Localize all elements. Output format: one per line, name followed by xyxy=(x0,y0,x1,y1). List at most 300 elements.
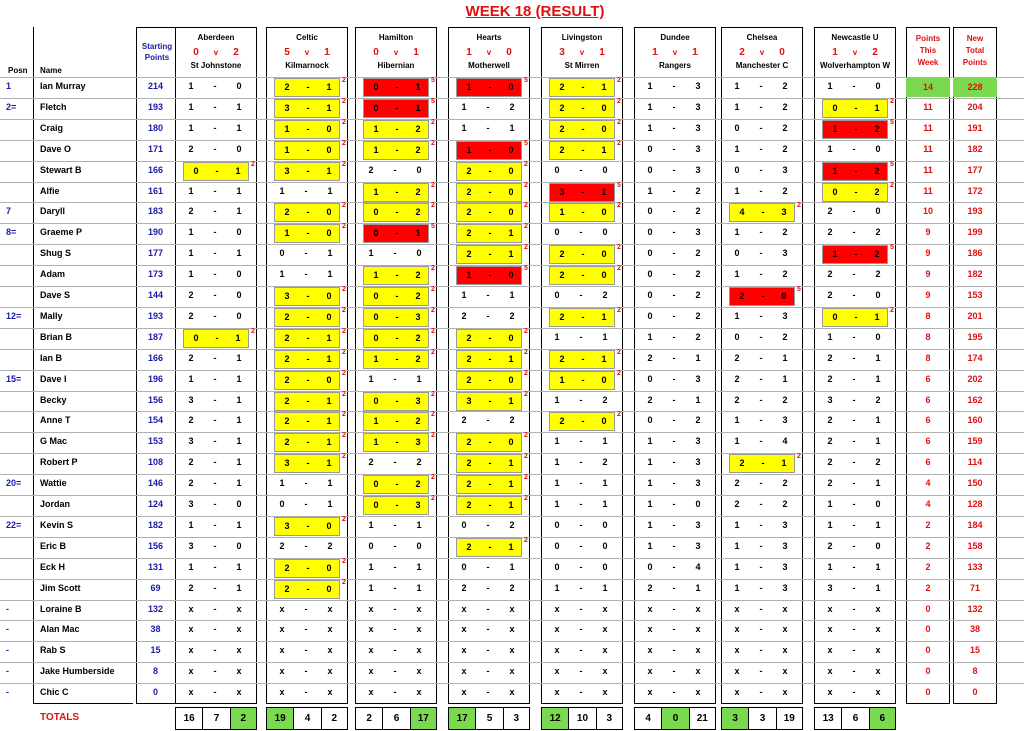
table-row xyxy=(0,495,1024,516)
total-value: 5 xyxy=(476,708,503,729)
prediction-points: 2 xyxy=(524,453,528,461)
predicted-away: 0 xyxy=(695,499,701,509)
prediction-cell xyxy=(818,412,890,431)
points-this-week: 9 xyxy=(925,248,931,259)
table-row xyxy=(0,244,1024,265)
prediction-dash: - xyxy=(672,519,676,530)
prediction-cell xyxy=(545,663,617,682)
prediction-dash: - xyxy=(304,499,308,509)
prediction-cell xyxy=(179,203,251,222)
total-value: 2 xyxy=(331,713,338,724)
prediction-cell xyxy=(725,183,797,202)
prediction-cell xyxy=(363,308,429,327)
predicted-away: 0 xyxy=(508,270,514,281)
prediction-dash: - xyxy=(395,395,399,406)
predicted-home: 1 xyxy=(647,331,653,342)
prediction-points: 5 xyxy=(431,223,435,231)
prediction-cell xyxy=(725,517,797,536)
prediction-cell xyxy=(818,642,890,661)
total-value: 3 xyxy=(722,708,749,729)
prediction-dash: - xyxy=(395,123,399,134)
prediction-cell xyxy=(725,371,797,390)
prediction-points: 5 xyxy=(617,181,621,189)
predicted-home: 0 xyxy=(647,248,653,259)
prediction-dash: - xyxy=(393,603,397,614)
prediction-dash: - xyxy=(581,186,585,197)
predicted-home: 2 xyxy=(734,499,740,509)
predicted-home: 3 xyxy=(188,540,194,551)
prediction-dash: - xyxy=(395,291,399,301)
predicted-away: 1 xyxy=(236,519,242,530)
table-row xyxy=(0,432,1024,453)
prediction-cell xyxy=(638,559,710,578)
prediction-dash: - xyxy=(672,227,676,238)
predicted-away: 0 xyxy=(601,123,607,134)
prediction-cell xyxy=(179,183,251,202)
predicted-away: 2 xyxy=(782,81,788,91)
predicted-away: x xyxy=(875,687,881,698)
prediction-dash: - xyxy=(672,269,676,280)
prediction-dash: - xyxy=(759,143,763,154)
prediction-dash: - xyxy=(759,122,763,133)
prediction-points: 2 xyxy=(342,369,346,377)
table-row xyxy=(0,579,1024,600)
total-value: 2 xyxy=(231,708,256,729)
versus-label: v xyxy=(672,48,678,57)
predicted-home: 1 xyxy=(832,165,838,176)
predicted-away: 2 xyxy=(695,290,701,300)
predicted-away: 0 xyxy=(601,249,607,260)
predicted-home: 2 xyxy=(466,500,472,510)
predicted-home: x xyxy=(461,624,467,635)
prediction-dash: - xyxy=(306,353,310,364)
prediction-cell xyxy=(818,496,890,515)
prediction-cell xyxy=(549,203,615,222)
total-value: 6 xyxy=(870,708,895,729)
prediction-cell xyxy=(179,433,251,452)
predicted-home: 1 xyxy=(188,373,194,384)
prediction-dash: - xyxy=(393,645,397,656)
prediction-dash: - xyxy=(852,143,856,154)
prediction-cell xyxy=(725,245,797,264)
prediction-dash: - xyxy=(672,687,676,698)
prediction-cell xyxy=(179,371,251,390)
prediction-dash: - xyxy=(579,624,583,635)
predicted-home: 1 xyxy=(734,540,740,551)
predicted-home: x xyxy=(554,603,560,614)
predicted-away: x xyxy=(695,603,701,614)
predicted-away: 0 xyxy=(508,207,514,218)
prediction-dash: - xyxy=(213,436,217,447)
predicted-home: 3 xyxy=(827,582,833,593)
predicted-home: x xyxy=(554,687,560,698)
predicted-away: 2 xyxy=(875,394,881,405)
predicted-away: 1 xyxy=(695,582,701,593)
prediction-dash: - xyxy=(759,540,763,551)
prediction-points: 2 xyxy=(890,181,894,189)
predicted-home: 1 xyxy=(368,373,374,384)
predicted-home: x xyxy=(368,666,374,677)
prediction-dash: - xyxy=(759,624,763,635)
prediction-dash: - xyxy=(213,248,217,259)
prediction-cell xyxy=(822,120,888,139)
predicted-away: 2 xyxy=(874,186,880,197)
starting-points: 193 xyxy=(147,101,164,112)
table-row xyxy=(0,620,1024,641)
predicted-home: 1 xyxy=(554,436,560,447)
prediction-dash: - xyxy=(579,457,583,468)
prediction-dash: - xyxy=(393,666,397,677)
predicted-home: x xyxy=(461,687,467,698)
predicted-home: 1 xyxy=(373,186,379,197)
points-this-week: 8 xyxy=(925,352,931,363)
predicted-away: 0 xyxy=(601,270,607,281)
starting-points: 171 xyxy=(147,143,164,154)
prediction-cell xyxy=(725,350,797,369)
predicted-home: 1 xyxy=(832,123,838,134)
prediction-cell xyxy=(274,308,340,327)
prediction-cell xyxy=(725,496,797,515)
predicted-home: 1 xyxy=(647,122,653,133)
match-header xyxy=(542,28,622,77)
predicted-away: x xyxy=(875,603,881,614)
predicted-away: 3 xyxy=(782,248,788,259)
prediction-dash: - xyxy=(213,143,217,154)
predicted-home: 2 xyxy=(188,310,194,321)
predicted-home: 1 xyxy=(647,457,653,468)
table-row xyxy=(0,516,1024,537)
predicted-home: x xyxy=(647,603,653,614)
posn-header: Posn xyxy=(8,66,28,75)
prediction-dash: - xyxy=(488,228,492,239)
predicted-home: 2 xyxy=(827,227,833,238)
predicted-away: 0 xyxy=(326,228,332,239)
predicted-home: 2 xyxy=(368,457,374,468)
prediction-dash: - xyxy=(213,415,217,426)
prediction-cell xyxy=(456,162,522,181)
prediction-dash: - xyxy=(761,207,765,218)
totals-label: TOTALS xyxy=(40,712,80,723)
prediction-dash: - xyxy=(579,561,583,572)
predicted-away: 2 xyxy=(782,185,788,196)
new-total-points: 128 xyxy=(967,499,983,509)
predicted-away: 1 xyxy=(508,249,514,260)
match-away-team: Wolverhampton W xyxy=(819,61,891,70)
prediction-points: 2 xyxy=(342,578,346,586)
prediction-cell xyxy=(456,496,522,515)
predicted-away: x xyxy=(327,687,333,698)
predicted-away: 1 xyxy=(326,458,332,469)
prediction-cell xyxy=(270,245,342,264)
prediction-dash: - xyxy=(581,249,585,260)
predicted-away: x xyxy=(327,603,333,614)
row-position: 7 xyxy=(6,206,12,217)
predicted-home: 1 xyxy=(734,561,740,572)
predicted-home: 0 xyxy=(554,561,560,572)
away-score: 2 xyxy=(233,47,239,58)
predicted-home: 2 xyxy=(559,270,565,281)
row-position: 22= xyxy=(6,519,22,530)
prediction-dash: - xyxy=(761,458,765,469)
prediction-dash: - xyxy=(852,582,856,593)
predicted-away: 3 xyxy=(782,540,788,551)
prediction-cell xyxy=(545,329,617,348)
predicted-home: 0 xyxy=(647,206,653,217)
ptw-header-3: Week xyxy=(917,58,939,67)
table-row xyxy=(0,662,1024,683)
predicted-home: x xyxy=(279,645,285,656)
prediction-dash: - xyxy=(852,457,856,468)
prediction-cell xyxy=(274,433,340,452)
prediction-dash: - xyxy=(579,645,583,656)
predicted-away: 1 xyxy=(326,165,332,176)
predicted-away: 1 xyxy=(508,458,514,469)
predicted-away: 2 xyxy=(782,331,788,342)
new-total-points: 199 xyxy=(967,227,983,238)
starting-points: 8 xyxy=(152,666,158,677)
predicted-away: 1 xyxy=(327,269,333,280)
table-row xyxy=(0,537,1024,558)
predicted-away: 1 xyxy=(508,353,514,364)
starting-points: 214 xyxy=(147,81,164,91)
table-row xyxy=(0,411,1024,432)
predicted-away: 0 xyxy=(416,248,422,259)
prediction-cell xyxy=(545,642,617,661)
prediction-dash: - xyxy=(488,500,492,510)
predicted-home: 0 xyxy=(832,102,838,113)
predicted-away: 0 xyxy=(508,186,514,197)
predicted-home: 0 xyxy=(193,332,199,343)
points-this-week: 0 xyxy=(925,624,931,635)
prediction-cell xyxy=(452,621,524,640)
prediction-dash: - xyxy=(486,624,490,635)
predicted-away: 0 xyxy=(326,562,332,573)
predicted-home: x xyxy=(827,687,833,698)
prediction-cell xyxy=(725,99,797,118)
predicted-away: 1 xyxy=(602,436,608,447)
prediction-cell xyxy=(818,580,890,599)
predicted-home: 1 xyxy=(554,331,560,342)
prediction-cell xyxy=(638,517,710,536)
prediction-dash: - xyxy=(486,687,490,698)
predicted-away: x xyxy=(782,645,788,656)
prediction-points: 5 xyxy=(524,139,528,147)
prediction-points: 2 xyxy=(524,369,528,377)
predicted-away: 1 xyxy=(601,311,607,322)
prediction-points: 2 xyxy=(524,181,528,189)
prediction-dash: - xyxy=(306,311,310,322)
predicted-away: 0 xyxy=(326,144,332,155)
predicted-away: 0 xyxy=(416,164,422,175)
predicted-away: 1 xyxy=(509,290,515,300)
prediction-cell xyxy=(638,412,710,431)
prediction-dash: - xyxy=(486,290,490,300)
predicted-away: 2 xyxy=(782,499,788,509)
prediction-points: 2 xyxy=(524,432,528,440)
new-total-points: 158 xyxy=(967,540,983,551)
prediction-cell xyxy=(179,621,251,640)
prediction-cell xyxy=(638,78,710,97)
predicted-home: 3 xyxy=(188,394,194,405)
match-header xyxy=(449,28,529,77)
predicted-away: 3 xyxy=(415,395,421,406)
new-total-points: 184 xyxy=(967,519,983,530)
prediction-dash: - xyxy=(759,499,763,509)
predicted-away: 0 xyxy=(236,269,242,280)
predicted-away: 3 xyxy=(695,81,701,91)
prediction-points: 2 xyxy=(431,202,435,210)
prediction-points: 2 xyxy=(617,411,621,419)
player-name: Eck H xyxy=(40,561,66,572)
predicted-home: 2 xyxy=(188,206,194,217)
predicted-home: 1 xyxy=(373,437,379,448)
predicted-home: 2 xyxy=(466,374,472,385)
match-away-team: Manchester C xyxy=(735,61,789,70)
predicted-home: 2 xyxy=(559,353,565,364)
prediction-dash: - xyxy=(854,311,858,322)
predicted-away: 1 xyxy=(326,102,332,113)
predicted-away: x xyxy=(236,603,242,614)
prediction-points: 2 xyxy=(617,97,621,105)
predicted-away: 1 xyxy=(875,352,881,363)
prediction-dash: - xyxy=(306,123,310,134)
predicted-home: x xyxy=(461,666,467,677)
predicted-home: 2 xyxy=(647,352,653,363)
points-this-week: 6 xyxy=(925,394,931,405)
predicted-home: 0 xyxy=(373,291,379,301)
starting-points: 183 xyxy=(147,206,164,217)
predicted-away: 2 xyxy=(415,291,421,301)
player-name: Robert P xyxy=(40,457,78,468)
prediction-dash: - xyxy=(852,687,856,698)
prediction-cell xyxy=(363,433,429,452)
new-total-points: 71 xyxy=(969,582,980,593)
prediction-points: 2 xyxy=(251,160,255,168)
predicted-home: 1 xyxy=(647,499,653,509)
prediction-dash: - xyxy=(672,101,676,112)
prediction-dash: - xyxy=(393,457,397,468)
predicted-away: 3 xyxy=(695,457,701,468)
prediction-cell xyxy=(456,433,522,452)
prediction-dash: - xyxy=(395,332,399,343)
prediction-cell xyxy=(363,203,429,222)
predicted-away: 0 xyxy=(326,311,332,322)
prediction-dash: - xyxy=(488,332,492,343)
predicted-away: 0 xyxy=(508,165,514,176)
prediction-dash: - xyxy=(488,207,492,218)
prediction-cell xyxy=(274,580,340,599)
prediction-dash: - xyxy=(488,186,492,197)
prediction-cell xyxy=(179,308,251,327)
starting-points: 161 xyxy=(147,185,164,196)
predicted-home: 2 xyxy=(188,478,194,489)
player-name: Brian B xyxy=(40,331,73,342)
predicted-away: 1 xyxy=(236,561,242,572)
predicted-home: 1 xyxy=(734,81,740,91)
prediction-cell xyxy=(456,329,522,348)
prediction-points: 5 xyxy=(890,244,894,252)
prediction-points: 5 xyxy=(524,265,528,273)
predicted-home: 2 xyxy=(284,207,290,218)
predicted-home: 3 xyxy=(466,395,472,406)
prediction-cell xyxy=(549,99,615,118)
predicted-away: x xyxy=(695,687,701,698)
new-total-points: 201 xyxy=(967,310,983,321)
prediction-cell xyxy=(456,203,522,222)
predicted-away: x xyxy=(875,645,881,656)
predicted-home: 2 xyxy=(739,291,745,301)
prediction-dash: - xyxy=(852,290,856,300)
predicted-home: 1 xyxy=(554,394,560,405)
prediction-cell xyxy=(638,350,710,369)
new-total-points: 186 xyxy=(967,248,983,259)
prediction-cell xyxy=(545,433,617,452)
prediction-points: 5 xyxy=(890,160,894,168)
prediction-points: 2 xyxy=(431,181,435,189)
prediction-cell xyxy=(274,412,340,431)
prediction-cell xyxy=(638,308,710,327)
prediction-cell xyxy=(452,580,524,599)
match-home-team: Hearts xyxy=(476,33,502,42)
prediction-cell xyxy=(638,580,710,599)
player-name: Wattie xyxy=(40,478,67,489)
starting-points: 166 xyxy=(147,164,164,175)
predicted-away: 1 xyxy=(236,394,242,405)
prediction-cell xyxy=(725,78,797,97)
prediction-points: 2 xyxy=(342,557,346,565)
predicted-home: 1 xyxy=(461,290,467,300)
predicted-home: x xyxy=(734,645,740,656)
row-position: - xyxy=(6,687,9,698)
new-total-points: 182 xyxy=(967,143,983,154)
new-total-points: 162 xyxy=(967,394,983,405)
table-row xyxy=(0,265,1024,286)
predicted-away: 3 xyxy=(781,207,787,218)
prediction-points: 2 xyxy=(617,118,621,126)
row-position: 8= xyxy=(6,227,17,238)
predicted-home: 1 xyxy=(373,353,379,364)
predicted-home: 0 xyxy=(279,499,285,509)
player-name: Loraine B xyxy=(40,603,82,614)
match-score xyxy=(356,47,436,58)
prediction-dash: - xyxy=(393,624,397,635)
predicted-home: 2 xyxy=(559,123,565,134)
prediction-points: 2 xyxy=(342,306,346,314)
predicted-away: 1 xyxy=(236,582,242,593)
predicted-away: 2 xyxy=(695,415,701,426)
predicted-home: 1 xyxy=(734,519,740,530)
total-value: 3 xyxy=(606,713,613,724)
prediction-cell xyxy=(270,538,342,557)
points-this-week: 4 xyxy=(925,478,931,489)
predicted-away: 0 xyxy=(416,540,422,551)
predicted-away: 1 xyxy=(602,582,608,593)
predicted-away: 1 xyxy=(601,82,607,92)
prediction-dash: - xyxy=(672,561,676,572)
predicted-home: 0 xyxy=(554,227,560,238)
prediction-cell xyxy=(452,412,524,431)
prediction-dash: - xyxy=(213,624,217,635)
prediction-dash: - xyxy=(581,353,585,364)
predicted-away: x xyxy=(602,687,608,698)
prediction-dash: - xyxy=(581,144,585,155)
predicted-home: 2 xyxy=(559,311,565,322)
prediction-dash: - xyxy=(306,82,310,92)
predicted-home: x xyxy=(368,603,374,614)
predicted-home: 1 xyxy=(188,248,194,259)
new-total-points: 0 xyxy=(972,687,978,698)
prediction-cell xyxy=(638,454,710,473)
